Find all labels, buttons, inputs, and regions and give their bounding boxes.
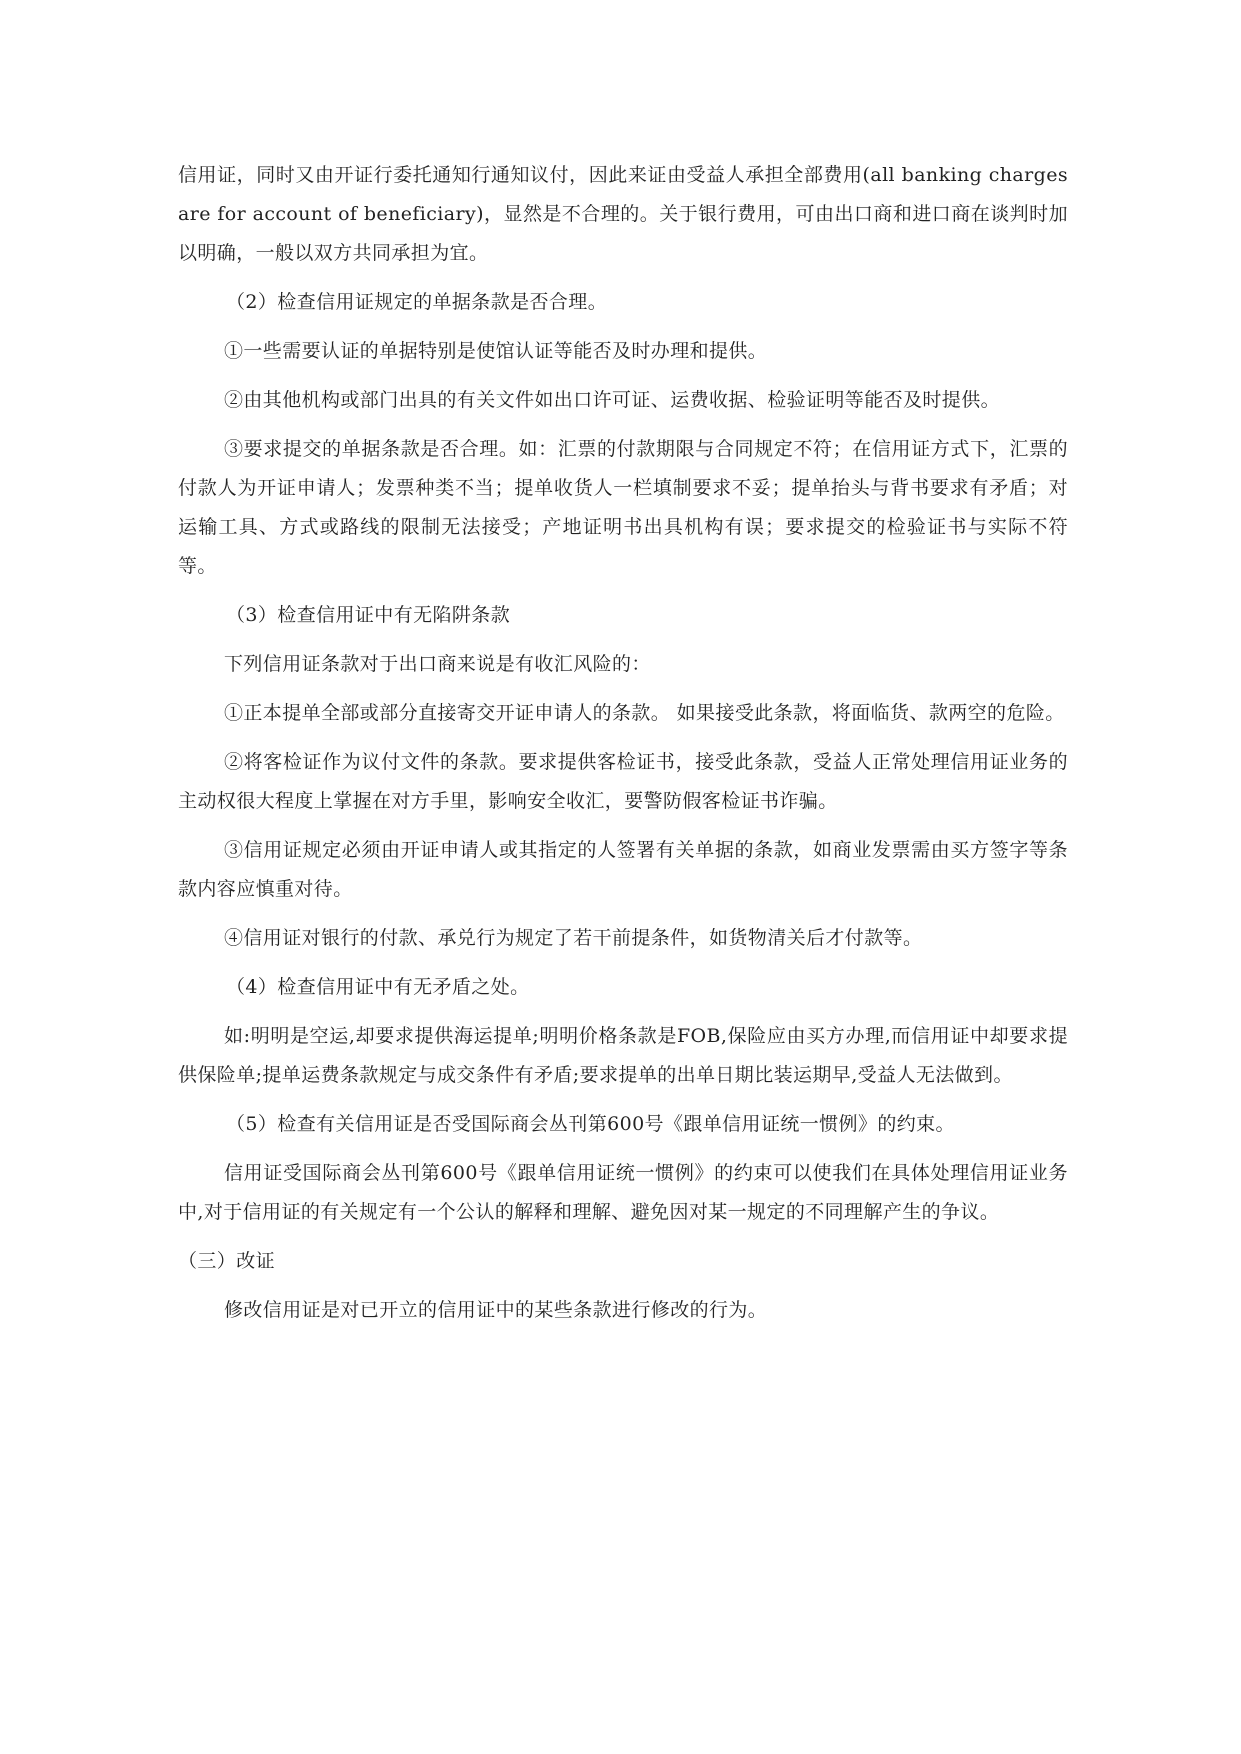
heading-amend-lc: （三）改证 bbox=[178, 1250, 276, 1272]
paragraph-item-1-certification: ①一些需要认证的单据特别是使馆认证等能否及时办理和提供。 bbox=[224, 340, 768, 362]
heading-check-ucp600: （5）检查有关信用证是否受国际商会丛刊第600号《跟单信用证统一惯例》的约束。 bbox=[226, 1113, 955, 1135]
paragraph-bank-charges: 信用证，同时又由开证行委托通知行通知议付，因此来证由受益人承担全部费用(all banking charges are for account of beneficiary)，显然是不合理的。关于银行费用，可由出口商和进口商在谈判时加以明确，一般以双方共同承担为宜。 bbox=[178, 164, 1068, 264]
paragraph-item-3-clause-reasonableness: ③要求提交的单据条款是否合理。如：汇票的付款期限与合同规定不符；在信用证方式下，汇票的付款人为开证申请人；发票种类不当；提单收货人一栏填制要求不妥；提单抬头与背书要求有矛盾；对运输工具、方式或路线的限制无法接受；产地证明书出具机构有误；要求提交的检验证书与实际不符等。 bbox=[178, 438, 1068, 577]
paragraph-contradiction-examples: 如:明明是空运,却要求提供海运提单;明明价格条款是FOB,保险应由买方办理,而信用证中却要求提供保险单;提单运费条款规定与成交条件有矛盾;要求提单的出单日期比装运期早,受益人无法做到。 bbox=[178, 1025, 1068, 1086]
paragraph-item-2-other-documents: ②由其他机构或部门出具的有关文件如出口许可证、运费收据、检验证明等能否及时提供。 bbox=[224, 389, 1001, 411]
document-body bbox=[178, 156, 1068, 1340]
heading-check-trap-clauses: （3）检查信用证中有无陷阱条款 bbox=[226, 604, 511, 626]
paragraph-risk-intro: 下列信用证条款对于出口商来说是有收汇风险的： bbox=[224, 653, 651, 675]
paragraph-risk-item-2: ②将客检证作为议付文件的条款。要求提供客检证书，接受此条款，受益人正常处理信用证业务的主动权很大程度上掌握在对方手里，影响安全收汇，要警防假客检证书诈骗。 bbox=[178, 751, 1068, 812]
paragraph-amend-definition: 修改信用证是对已开立的信用证中的某些条款进行修改的行为。 bbox=[224, 1299, 768, 1321]
paragraph-risk-item-3: ③信用证规定必须由开证申请人或其指定的人签署有关单据的条款，如商业发票需由买方签字等条款内容应慎重对待。 bbox=[178, 839, 1068, 900]
paragraph-risk-item-1: ①正本提单全部或部分直接寄交开证申请人的条款。 如果接受此条款，将面临货、款两空的危险。 bbox=[224, 702, 1065, 724]
paragraph-risk-item-4: ④信用证对银行的付款、承兑行为规定了若干前提条件，如货物清关后才付款等。 bbox=[224, 927, 923, 949]
heading-check-document-clauses: （2）检查信用证规定的单据条款是否合理。 bbox=[226, 291, 608, 313]
paragraph-ucp600-explanation: 信用证受国际商会丛刊第600号《跟单信用证统一惯例》的约束可以使我们在具体处理信用证业务中,对于信用证的有关规定有一个公认的解释和理解、避免因对某一规定的不同理解产生的争议。 bbox=[178, 1162, 1068, 1223]
heading-check-contradictions: （4）检查信用证中有无矛盾之处。 bbox=[226, 976, 530, 998]
